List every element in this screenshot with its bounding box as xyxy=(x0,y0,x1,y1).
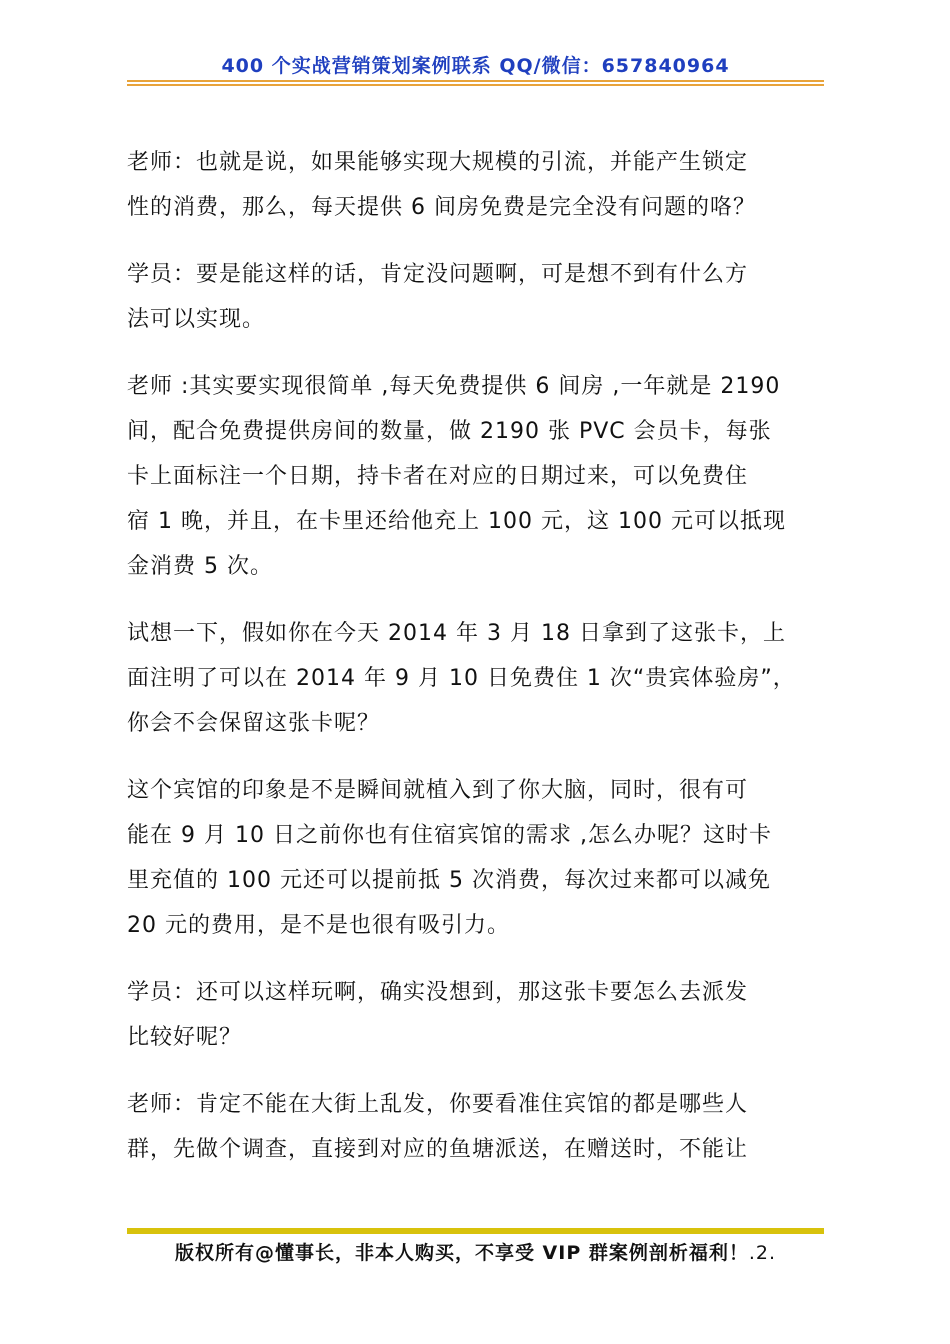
text-line: 里充值的 100 元还可以提前抵 5 次消费，每次过来都可以减免 xyxy=(127,868,771,893)
header-divider-bottom xyxy=(127,84,824,86)
page-header: 400 个实战营销策划案例联系 QQ/微信：657840964 xyxy=(221,55,730,77)
paragraph-1 xyxy=(127,140,824,230)
text-line: 间，配合免费提供房间的数量，做 2190 张 PVC 会员卡，每张 xyxy=(127,419,772,444)
text-line: 20 元的费用，是不是也很有吸引力。 xyxy=(127,913,510,938)
text-line: 你会不会保留这张卡呢？ xyxy=(127,711,381,736)
copyright-notice: 版权所有@懂事长，非本人购买，不享受 VIP 群案例剖析福利！ xyxy=(174,1242,749,1264)
text-line: 比较好呢？ xyxy=(127,1025,243,1050)
paragraph-5 xyxy=(127,768,824,948)
text-line: 面注明了可以在 2014 年 9 月 10 日免费住 1 次“贵宾体验房”， xyxy=(127,666,796,691)
text-line: 试想一下，假如你在今天 2014 年 3 月 18 日拿到了这张卡，上 xyxy=(127,621,786,646)
text-line: 老师 :其实要实现很简单 ,每天免费提供 6 间房 ,一年就是 2190 xyxy=(127,374,781,399)
text-line: 这个宾馆的印象是不是瞬间就植入到了你大脑，同时，很有可 xyxy=(127,778,749,803)
header-divider-top xyxy=(127,80,824,82)
text-line: 学员：要是能这样的话，肯定没问题啊，可是想不到有什么方 xyxy=(127,262,749,287)
paragraph-7 xyxy=(127,1082,824,1172)
footer-divider xyxy=(127,1228,824,1234)
text-line: 群，先做个调查，直接到对应的鱼塘派送，在赠送时，不能让 xyxy=(127,1137,749,1162)
document-body xyxy=(127,140,824,1194)
text-line: 学员：还可以这样玩啊，确实没想到，那这张卡要怎么去派发 xyxy=(127,980,749,1005)
paragraph-3 xyxy=(127,364,824,589)
text-line: 法可以实现。 xyxy=(127,307,266,332)
text-line: 宿 1 晚，并且，在卡里还给他充上 100 元，这 100 元可以抵现 xyxy=(127,509,786,534)
text-line: 能在 9 月 10 日之前你也有住宿宾馆的需求 ,怎么办呢？这时卡 xyxy=(127,823,772,848)
text-line: 卡上面标注一个日期，持卡者在对应的日期过来，可以免费住 xyxy=(127,464,749,489)
paragraph-2 xyxy=(127,252,824,342)
text-line: 老师：肯定不能在大街上乱发，你要看准住宾馆的都是哪些人 xyxy=(127,1092,749,1117)
paragraph-4 xyxy=(127,611,824,746)
page-number: .2. xyxy=(748,1242,777,1264)
text-line: 性的消费，那么，每天提供 6 间房免费是完全没有问题的咯？ xyxy=(127,195,756,220)
page-footer xyxy=(127,1238,824,1268)
text-line: 老师：也就是说，如果能够实现大规模的引流，并能产生锁定 xyxy=(127,150,749,175)
text-line: 金消费 5 次。 xyxy=(127,554,273,579)
paragraph-6 xyxy=(127,970,824,1060)
